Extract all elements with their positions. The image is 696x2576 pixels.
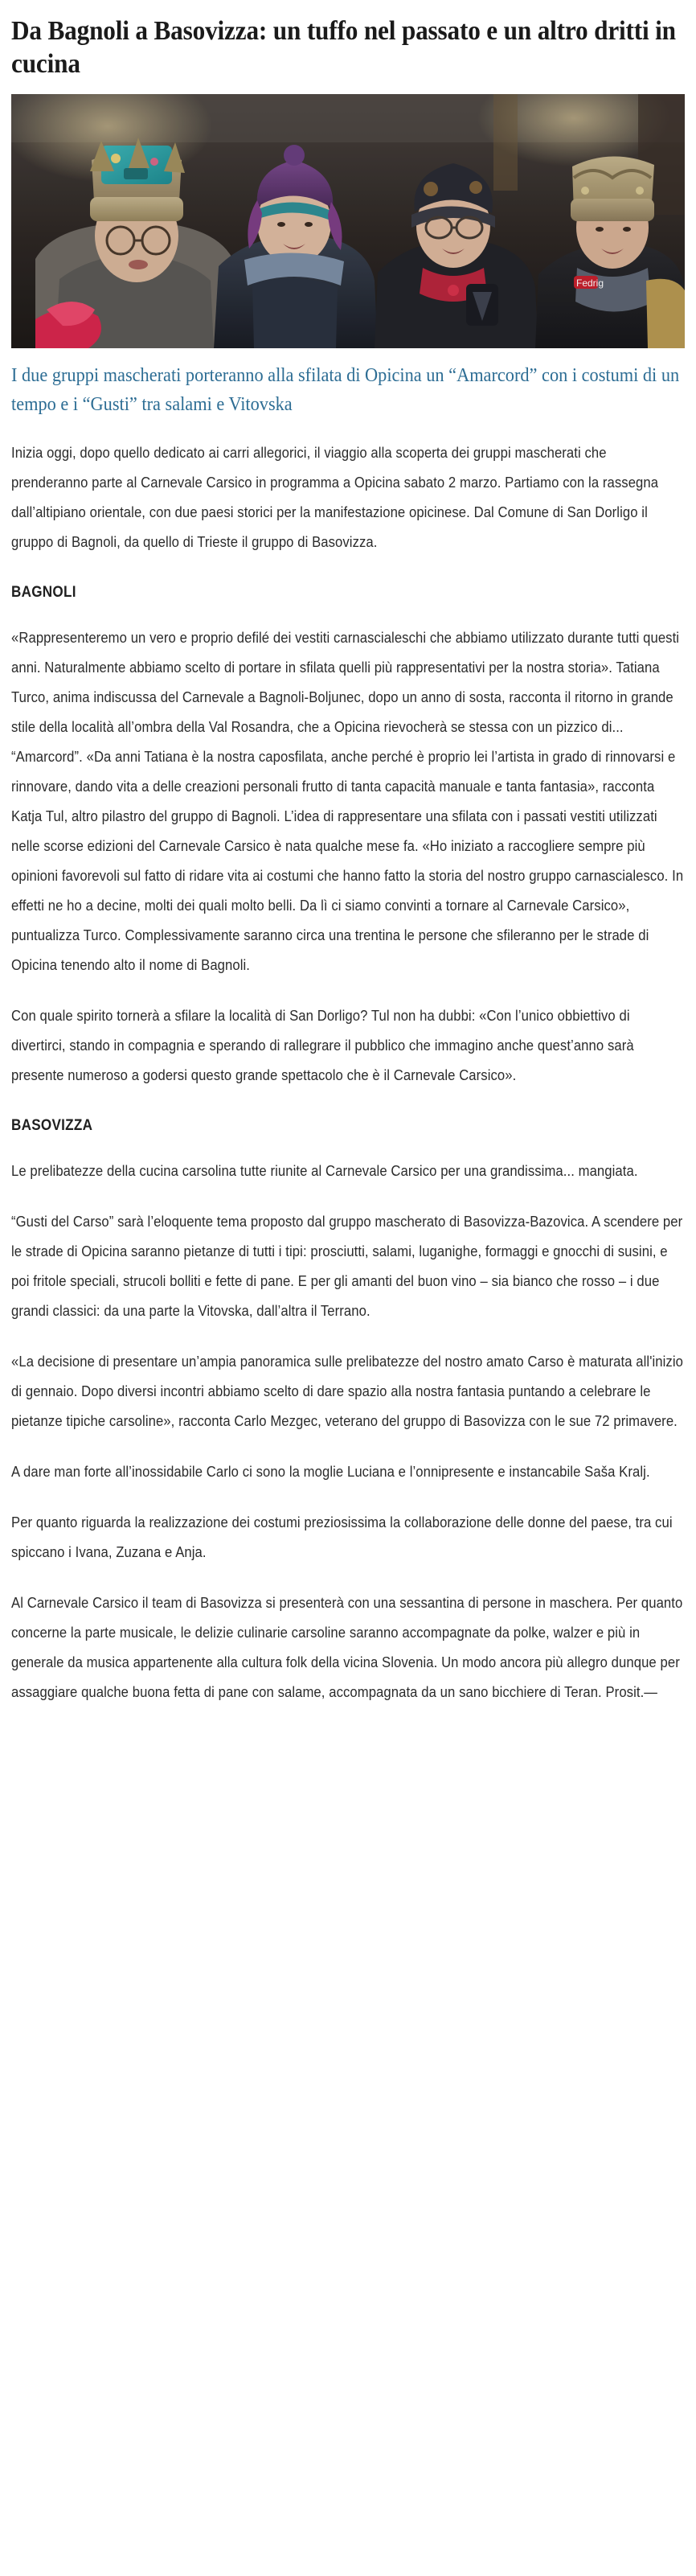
section-heading: BASOVIZZA [11, 1116, 93, 1134]
body-paragraph: Inizia oggi, dopo quello dedicato ai carri allegorici, il viaggio alla scoperta dei gruppi mascherati che prenderanno parte al Carnevale Carsico in programma a Opicina sabato 2 marzo. Partiamo con la rassegna dall’altipiano orientale, con due paesi storici per la manifestazione opicinese. Dal Comune di San Dorligo il gruppo di Bagnoli, da quello di Trieste il gruppo di Basovizza. [11, 443, 659, 550]
body-paragraph: Con quale spirito tornerà a sfilare la località di San Dorligo? Tul non ha dubbi: «Con l’unico obbiettivo di divertirci, stando in compagnia e sperando di rallegrare il pubblico che immagino anche quest’anno sarà presente numeroso a godersi questo grande spettacolo che è il Carnevale Carsico». [11, 1006, 634, 1083]
body-paragraph: «Rappresenteremo un vero e proprio defilé dei vestiti carnascialeschi che abbiamo utilizzato durante tutti questi anni. Naturalmente abbiamo scelto di portare in sfilata quelli più rappresentativi per la nostra storia». Tatiana Turco, anima indiscussa del Carnevale a Bagnoli-Boljunec, dopo un anno di sosta, racconta il ritorno in grande stile della località all’ombra della Val Rosandra, che a Opicina rievocherà se stessa con un pizzico di... “Amarcord”. «Da anni Tatiana è la nostra caposfilata, anche perché è proprio lei l’artista in grado di rinnovarsi e rinnovare, dando vita a delle creazioni personali frutto di tanta capacità manuale e tanta fantasia», racconta Katja Tul, altro pilastro del gruppo di Bagnoli. L’idea di rappresentare una sfilata con i passati vestiti utilizzati nelle scorse edizioni del Carnevale Carsico è nata qualche mese fa. «Ho iniziato a raccogliere sempre più opinioni favorevoli sul fatto di ridare vita ai costumi che hanno fatto la storia del nostro gruppo carnascialesco. In effetti ne ho a decine, molti dei quali molto belli. Da lì ci siamo convinti a tornare al Carnevale Carsico», puntualizza Turco. Complessivamente saranno circa una trentina le persone che sfileranno per le strade di Opicina tenendo alto il nome di Bagnoli. [11, 628, 684, 973]
body-paragraph: Al Carnevale Carsico il team di Basovizza si presenterà con una sessantina di persone in maschera. Per quanto concerne la parte musicale, le delizie culinarie carsoline saranno accompagnate da polke, walzer e più in generale da musica appartenente alla cultura folk della vicina Slovenia. Un modo ancora più allegro dunque per assaggiare qualche buona fetta di pane con salame, accompagnata da un sano bicchiere di Teran. Prosit.— [11, 1593, 683, 1700]
body-paragraph: “Gusti del Carso” sarà l’eloquente tema proposto dal gruppo mascherato di Basovizza-Bazovica. A scendere per le strade di Opicina saranno pietanze di tutti i tipi: prosciutti, salami, luganighe, formaggi e gnocchi di susini, e poi fritole speciali, strucoli bolliti e fette di pane. E per gli amanti del buon vino – sia bianco che rosso – i due grandi classici: da una parte la Vitovska, dall’altra il Terrano. [11, 1212, 683, 1319]
article-standfirst: I due gruppi mascherati porteranno alla sfilata di Opicina un “Amarcord” con i costumi di un tempo e i “Gusti” tra salami e Vitovska [11, 364, 680, 416]
body-paragraph: A dare man forte all’inossidabile Carlo ci sono la moglie Luciana e l’onnipresente e instancabile Saša Kralj. [11, 1462, 650, 1480]
body-paragraph: Per quanto riguarda la realizzazione dei costumi preziosissima la collaborazione delle donne del paese, tra cui spiccano i Ivana, Zuzana e Anja. [11, 1513, 673, 1560]
page-title: Da Bagnoli a Basovizza: un tuffo nel passato e un altro dritti in cucina [11, 16, 676, 80]
article-hero-photo [11, 94, 685, 348]
body-paragraph: Le prelibatezze della cucina carsolina tutte riunite al Carnevale Carsico per una grandissima... mangiata. [11, 1161, 638, 1179]
section-heading: BAGNOLI [11, 583, 76, 601]
article-figure [11, 94, 685, 348]
svg-text:Fedrig: Fedrig [576, 277, 604, 289]
article-body [11, 438, 685, 1707]
body-paragraph: «La decisione di presentare un’ampia panoramica sulle prelibatezze del nostro amato Carso è maturata all'inizio di gennaio. Dopo diversi incontri abbiamo scelto di dare spazio alla nostra fantasia puntando a celebrare le pietanze tipiche carsoline», racconta Carlo Mezgec, veterano del gruppo di Basovizza con le sue 72 primavere. [11, 1352, 683, 1429]
